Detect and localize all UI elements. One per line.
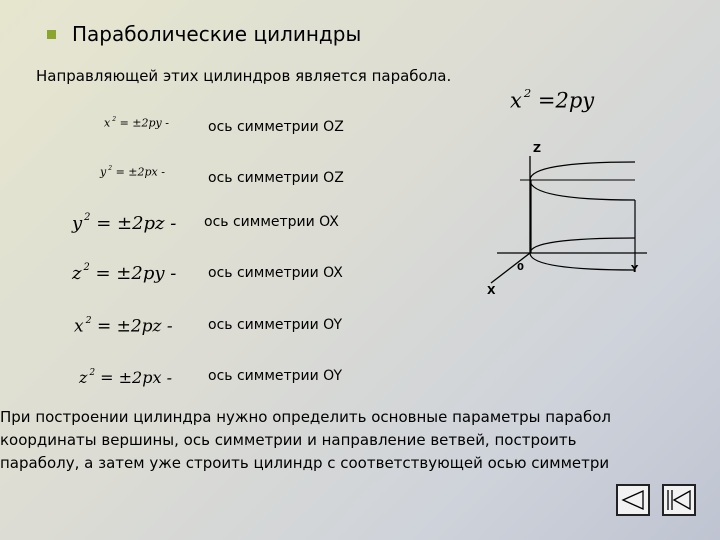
axis-label-3: ось симметрии OX [204,214,339,230]
slide-title: Параболические цилиндры [72,22,362,46]
bottom-line-2: координаты вершины, ось симметрии и направление ветвей, построить [0,431,577,449]
origin-label: 0 [517,262,524,273]
bottom-paragraph [0,406,611,475]
main-equation: x $^2$ =2py [510,86,595,113]
equation-6: z $^2$ = ±2px - [79,368,172,387]
y-label: Y [631,264,639,275]
axis-label-2: ось симметрии OZ [208,170,344,186]
nav-first-button[interactable] [616,484,650,516]
lower-parabola [530,238,635,270]
triangle-left-icon [618,486,648,514]
triangle-left-bars-icon [664,486,694,514]
equation-4: z $^2$ = ±2py - [72,262,177,284]
axis-label-1: ось симметрии OZ [208,119,344,135]
axis-label-4: ось симметрии OX [208,265,343,281]
axis-label-5: ось симметрии OY [208,317,342,333]
bottom-line-3: параболу, а затем уже строить цилиндр с соответствующей осью симметри [0,454,610,472]
nav-last-button[interactable] [662,484,696,516]
intro-text: Направляющей этих цилиндров является парабола. [36,67,452,85]
bullet-icon [47,30,56,39]
parabolic-cylinder-figure [485,138,655,302]
z-label: Z [533,142,541,155]
x-axis [491,253,530,283]
equation-1: x $^2$ = ±2py - [104,116,169,130]
x-label: X [487,284,496,297]
equation-3: y $^2$ = ±2pz - [72,212,177,234]
axis-label-6: ось симметрии OY [208,368,342,384]
bottom-line-1: При построении цилиндра нужно определить основные параметры парабол [0,408,611,426]
equation-2: y $^2$ = ±2px - [100,165,165,179]
equation-5: x $^2$ = ±2pz - [74,315,173,337]
cylinder-diagram [485,138,655,298]
upper-parabola [530,162,635,200]
